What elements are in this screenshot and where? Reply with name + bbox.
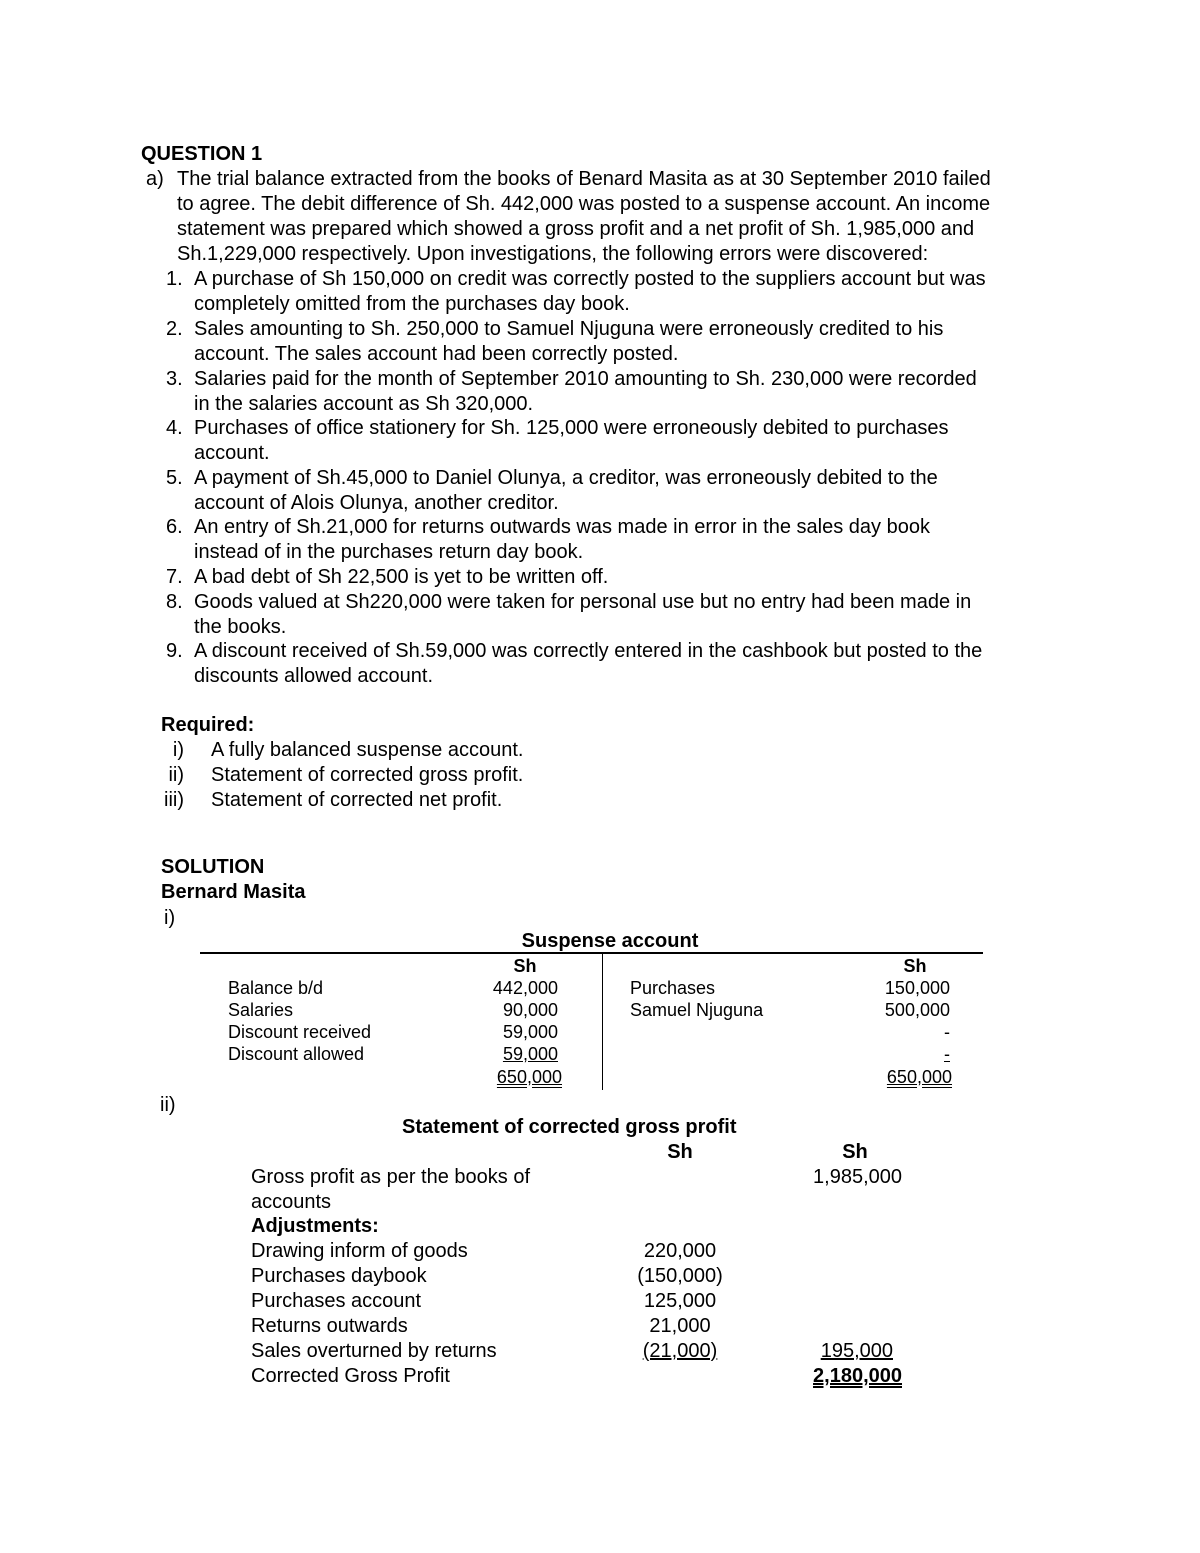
required-item: A fully balanced suspense account. xyxy=(211,739,524,761)
suspense-debit-amount: 59,000 xyxy=(502,1022,558,1042)
error-line: account. xyxy=(194,442,270,464)
adjustment-amount: 125,000 xyxy=(643,1290,717,1312)
solution-name: Bernard Masita xyxy=(161,881,306,903)
adjustments-total: 195,000 xyxy=(820,1340,893,1362)
error-line: completely omitted from the purchases day book. xyxy=(194,293,630,315)
error-number: 3. xyxy=(166,368,183,390)
suspense-credit-amount: 150,000 xyxy=(884,978,950,998)
required-number: i) xyxy=(172,739,184,761)
suspense-debit-label: Balance b/d xyxy=(228,978,324,998)
solution-heading: SOLUTION xyxy=(161,856,265,878)
suspense-debit-label: Salaries xyxy=(228,1000,294,1020)
required-heading: Required: xyxy=(161,714,255,736)
intro-marker: a) xyxy=(146,168,164,190)
suspense-debit-amount: 59,000 xyxy=(502,1044,558,1064)
error-number: 9. xyxy=(166,640,183,662)
error-line: A discount received of Sh.59,000 was correctly entered in the cashbook but posted to the xyxy=(194,640,983,662)
gross-profit-opening-amount: 1,985,000 xyxy=(813,1166,902,1188)
gross-profit-opening-label: Gross profit as per the books of xyxy=(251,1166,531,1188)
suspense-debit-amount: 90,000 xyxy=(502,1000,558,1020)
part-label: i) xyxy=(164,907,176,929)
gross-profit-title: Statement of corrected gross profit xyxy=(402,1116,737,1138)
error-line: Purchases of office stationery for Sh. 125,000 were erroneously debited to purchases xyxy=(194,417,949,439)
suspense-top-rule xyxy=(200,952,983,954)
suspense-total-right: 650,000 xyxy=(886,1067,952,1087)
suspense-credit-amount: - xyxy=(944,1022,950,1042)
error-number: 4. xyxy=(166,417,183,439)
error-line: Goods valued at Sh220,000 were taken for personal use but no entry had been made in xyxy=(194,591,972,613)
required-number: ii) xyxy=(168,764,184,786)
error-number: 7. xyxy=(166,566,183,588)
error-line: discounts allowed account. xyxy=(194,665,434,687)
error-line: Sales amounting to Sh. 250,000 to Samuel Njuguna were erroneously credited to his xyxy=(194,318,944,340)
error-line: A payment of Sh.45,000 to Daniel Olunya, a creditor, was erroneously debited to the xyxy=(194,467,938,489)
required-item: Statement of corrected gross profit. xyxy=(211,764,524,786)
error-line: the books. xyxy=(194,616,287,638)
suspense-col-head: Sh xyxy=(903,956,927,976)
suspense-total-left: 650,000 xyxy=(496,1067,562,1087)
intro-line: statement was prepared which showed a gross profit and a net profit of Sh. 1,985,000 and xyxy=(177,218,975,240)
error-line: A purchase of Sh 150,000 on credit was correctly posted to the suppliers account but was xyxy=(194,268,986,290)
error-number: 8. xyxy=(166,591,183,613)
adjustment-label: Purchases account xyxy=(251,1290,422,1312)
suspense-debit-label: Discount allowed xyxy=(228,1044,365,1064)
adjustment-label: Sales overturned by returns xyxy=(251,1340,497,1362)
corrected-gross-profit-label: Corrected Gross Profit xyxy=(251,1365,450,1387)
required-number: iii) xyxy=(164,789,184,811)
error-line: account. The sales account had been correctly posted. xyxy=(194,343,679,365)
gross-profit-col-head: Sh xyxy=(667,1141,693,1163)
error-line: Salaries paid for the month of September 2010 amounting to Sh. 230,000 were recorded xyxy=(194,368,977,390)
intro-line: The trial balance extracted from the books of Benard Masita as at 30 September 2010 failed xyxy=(177,168,991,190)
adjustment-amount: (150,000) xyxy=(637,1265,723,1287)
adjustment-amount: 220,000 xyxy=(643,1240,717,1262)
suspense-debit-label: Discount received xyxy=(228,1022,372,1042)
gross-profit-opening-label: accounts xyxy=(251,1191,332,1213)
error-line: in the salaries account as Sh 320,000. xyxy=(194,393,534,415)
error-line: instead of in the purchases return day book. xyxy=(194,541,584,563)
suspense-credit-label: Purchases xyxy=(630,978,716,998)
part-label: ii) xyxy=(160,1094,176,1116)
adjustment-label: Returns outwards xyxy=(251,1315,408,1337)
suspense-debit-amount: 442,000 xyxy=(492,978,558,998)
suspense-center-rule xyxy=(602,953,603,1090)
adjustment-label: Purchases daybook xyxy=(251,1265,427,1287)
error-line: account of Alois Olunya, another creditor. xyxy=(194,492,559,514)
error-number: 6. xyxy=(166,516,183,538)
gross-profit-col-head: Sh xyxy=(842,1141,868,1163)
adjustments-heading: Adjustments: xyxy=(251,1215,379,1237)
error-line: An entry of Sh.21,000 for returns outwards was made in error in the sales day book xyxy=(194,516,930,538)
corrected-gross-profit-amount: 2,180,000 xyxy=(813,1365,902,1387)
question-heading: QUESTION 1 xyxy=(141,143,263,165)
adjustment-label: Drawing inform of goods xyxy=(251,1240,468,1262)
error-line: A bad debt of Sh 22,500 is yet to be written off. xyxy=(194,566,609,588)
suspense-credit-amount: - xyxy=(944,1044,950,1064)
error-number: 1. xyxy=(166,268,183,290)
intro-line: to agree. The debit difference of Sh. 442,000 was posted to a suspense account. An income xyxy=(177,193,991,215)
required-item: Statement of corrected net profit. xyxy=(211,789,503,811)
suspense-credit-amount: 500,000 xyxy=(884,1000,950,1020)
suspense-credit-label: Samuel Njuguna xyxy=(630,1000,764,1020)
suspense-col-head: Sh xyxy=(513,956,537,976)
suspense-title: Suspense account xyxy=(521,930,699,952)
error-number: 2. xyxy=(166,318,183,340)
intro-line: Sh.1,229,000 respectively. Upon investigations, the following errors were discovered: xyxy=(177,243,929,265)
error-number: 5. xyxy=(166,467,183,489)
adjustment-amount: 21,000 xyxy=(649,1315,711,1337)
adjustment-amount: (21,000) xyxy=(642,1340,718,1362)
